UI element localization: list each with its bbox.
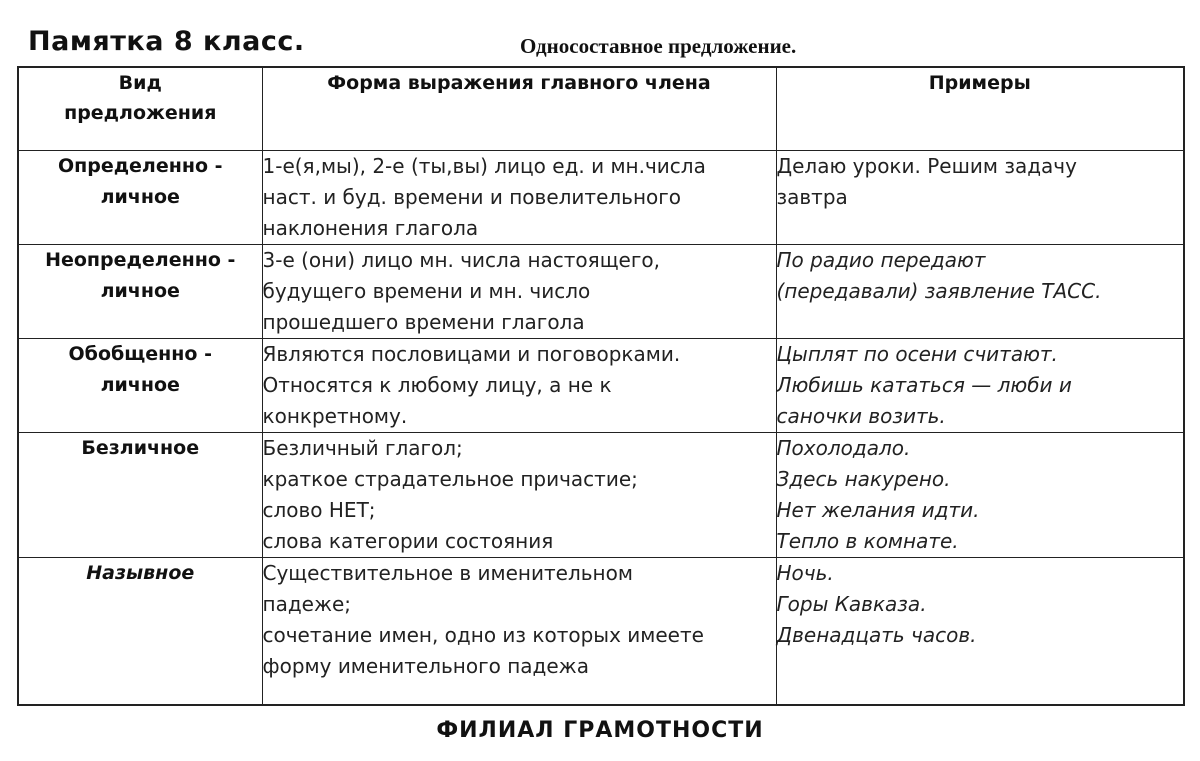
form-line: слово НЕТ; — [262, 498, 376, 522]
header-form-line: Форма выражения главного члена — [327, 72, 711, 94]
footer-brand: ФИЛИАЛ ГРАМОТНОСТИ — [436, 718, 764, 743]
kind-cell — [18, 245, 262, 339]
example-line: Цыплят по осени считают. — [776, 342, 1058, 366]
form-line: прошедшего времени глагола — [262, 310, 585, 334]
header-kind — [18, 67, 262, 151]
kind-line: Определенно - — [57, 155, 223, 177]
kind-cell — [18, 339, 262, 433]
form-cell — [262, 433, 776, 558]
form-line: Существительное в именительном — [262, 561, 633, 585]
form-line: форму именительного падежа — [262, 654, 589, 678]
form-line: краткое страдательное причастие; — [262, 467, 638, 491]
kind-line: личное — [100, 280, 180, 302]
form-line: 1-е(я,мы), 2-е (ты,вы) лицо ед. и мн.числа — [262, 154, 706, 178]
form-line: слова категории состояния — [262, 529, 554, 553]
form-line: Относятся к любому лицу, а не к — [262, 373, 612, 397]
table-header-row — [18, 67, 1184, 151]
form-cell — [262, 339, 776, 433]
form-line: Безличный глагол; — [262, 436, 463, 460]
kind-cell — [18, 151, 262, 245]
example-line: Горы Кавказа. — [776, 592, 927, 616]
example-line: Похолодало. — [776, 436, 911, 460]
page-subtitle: Односоставное предложение. — [520, 34, 797, 58]
kind-cell — [18, 433, 262, 558]
form-line: конкретному. — [262, 404, 408, 428]
form-line: наст. и буд. времени и повелительного — [262, 185, 681, 209]
example-line: Тепло в комнате. — [776, 529, 959, 553]
form-line: падеже; — [262, 592, 352, 616]
examples-cell — [776, 151, 1184, 245]
form-line: 3-е (они) лицо мн. числа настоящего, — [262, 248, 660, 272]
examples-cell — [776, 558, 1184, 706]
header-examples — [776, 67, 1184, 151]
header-form — [262, 67, 776, 151]
form-cell — [262, 558, 776, 706]
example-line: Ночь. — [776, 561, 834, 585]
example-line: Любишь кататься — люби и — [776, 373, 1072, 397]
table-row — [18, 433, 1184, 558]
kind-line: Обобщенно - — [68, 343, 212, 365]
example-line: Двенадцать часов. — [776, 623, 977, 647]
form-line: будущего времени и мн. число — [262, 279, 591, 303]
examples-cell — [776, 245, 1184, 339]
form-line: Являются пословицами и поговорками. — [262, 342, 681, 366]
header-examples-line: Примеры — [928, 72, 1031, 94]
memo-table — [17, 66, 1185, 706]
kind-line: Безличное — [81, 437, 200, 459]
example-line: Делаю уроки. Решим задачу — [776, 154, 1077, 178]
kind-line: личное — [100, 186, 180, 208]
example-line: завтра — [776, 185, 848, 209]
examples-cell — [776, 339, 1184, 433]
kind-line: личное — [100, 374, 180, 396]
example-line: саночки возить. — [776, 404, 946, 428]
form-cell — [262, 245, 776, 339]
kind-line: Назывное — [86, 562, 195, 584]
form-line: сочетание имен, одно из которых имеете — [262, 623, 704, 647]
table-row — [18, 558, 1184, 706]
table-row — [18, 339, 1184, 433]
examples-cell — [776, 433, 1184, 558]
example-line: Здесь накурено. — [776, 467, 951, 491]
table-row — [18, 245, 1184, 339]
kind-line: Неопределенно - — [45, 249, 236, 271]
form-line: наклонения глагола — [262, 216, 479, 240]
example-line: (передавали) заявление ТАСС. — [776, 279, 1102, 303]
page-title: Памятка 8 класс. — [28, 26, 305, 57]
kind-cell — [18, 558, 262, 706]
header-kind-line: Вид — [118, 72, 162, 94]
table-row — [18, 151, 1184, 245]
example-line: Нет желания идти. — [776, 498, 980, 522]
example-line: По радио передают — [776, 248, 986, 272]
header-kind-line: предложения — [64, 102, 217, 124]
form-cell — [262, 151, 776, 245]
